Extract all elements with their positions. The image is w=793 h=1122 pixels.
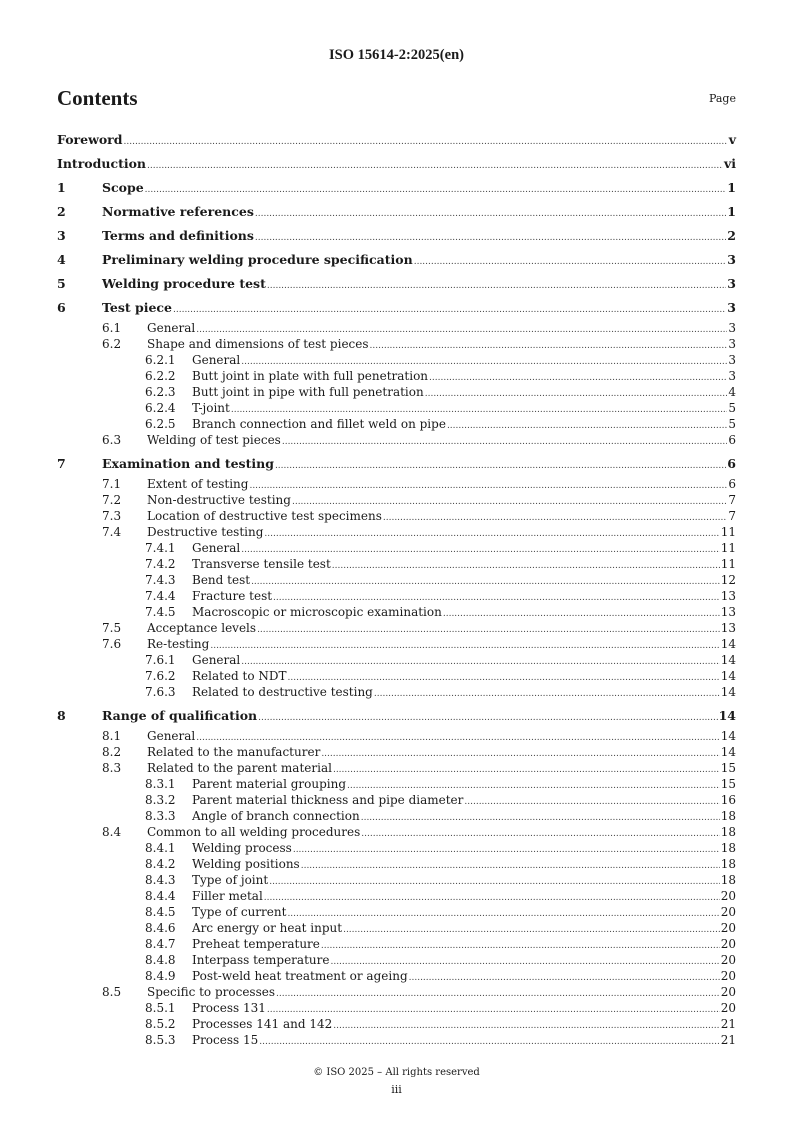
toc-entry-title[interactable]: Acceptance levels [147,621,257,635]
toc-entry[interactable] [57,508,736,524]
toc-entry-title[interactable]: Related to the manufacturer [147,745,321,759]
dot-leader [269,874,720,890]
toc-entry[interactable] [57,760,736,776]
toc-entry-number: 7.4.5 [145,605,176,619]
toc-entry-page[interactable]: 7 [728,509,736,523]
toc-entry-title[interactable]: Destructive testing [147,525,264,539]
dot-leader [370,338,728,354]
toc-entry[interactable] [57,604,736,620]
toc-entry-page[interactable]: 11 [720,525,736,539]
toc-entry-number: 6.2.3 [145,385,176,399]
toc-entry-page[interactable]: 14 [720,745,736,759]
toc-entry-page[interactable]: 14 [720,685,736,699]
dot-leader [429,370,727,386]
toc-entry[interactable] [57,968,736,984]
toc-entry-number: 8 [57,708,66,723]
toc-entry-title[interactable]: Location of destructive test specimens [147,509,382,523]
toc-entry-number: 7 [57,456,66,471]
toc-entry-page[interactable]: 2 [727,228,736,243]
toc-entry-number: 8.1 [102,729,122,743]
toc-entry-title[interactable]: Terms and definitions [102,228,254,243]
toc-entry-page[interactable]: 20 [720,889,736,903]
toc-entry-title[interactable]: Shape and dimensions of test pieces [147,337,369,351]
toc-entry-title[interactable]: Preliminary welding procedure specification [102,252,413,267]
toc-entry-page[interactable]: 7 [728,493,736,507]
dot-leader [332,558,720,574]
toc-entry-number: 8.4.3 [145,873,176,887]
dot-leader [282,434,728,450]
toc-entry-title[interactable]: General [147,321,196,335]
dot-leader [267,1002,720,1018]
toc-entry[interactable] [57,936,736,952]
toc-entry-number: 8.4.9 [145,969,176,983]
dot-leader [145,178,727,202]
dot-leader [147,154,723,178]
toc-entry[interactable] [57,888,736,904]
toc-entry-title[interactable]: Introduction [57,156,147,171]
dot-leader [409,970,720,986]
toc-entry-page[interactable]: 3 [727,252,736,267]
toc-entry-title[interactable]: Welding positions [192,857,300,871]
toc-entry-title[interactable]: Foreword [57,132,123,147]
dot-leader [276,986,720,1002]
toc-entry-title[interactable]: Welding process [192,841,292,855]
toc-entry-title[interactable]: Angle of branch connection [192,809,360,823]
toc-entry-number: 8.5.3 [145,1033,176,1047]
toc-entry-page[interactable]: 20 [720,1001,736,1015]
toc-entry[interactable] [57,272,736,296]
toc-entry-title[interactable]: Type of joint [192,873,269,887]
dot-leader [361,826,719,842]
toc-entry-number: 8.4.1 [145,841,176,855]
toc-entry-page[interactable]: 20 [720,985,736,999]
toc-entry-number: 8.4.6 [145,921,176,935]
toc-entry[interactable] [57,248,736,272]
toc-entry-title[interactable]: Test piece [102,300,172,315]
toc-entry-page[interactable]: 13 [720,621,736,635]
toc-entry-number: 7.6.1 [145,653,176,667]
toc-entry[interactable] [57,200,736,224]
toc-entry-number: 7.3 [102,509,122,523]
toc-entry-number: 8.4.8 [145,953,176,967]
toc-entry-title[interactable]: Related to NDT [192,669,287,683]
dot-leader [374,686,720,702]
toc-entry-number: 7.6.2 [145,669,176,683]
dot-leader [333,762,720,778]
toc-entry-number: 8.3 [102,761,122,775]
toc-entry-number: 7.1 [102,477,122,491]
toc-entry-number: 6.2.4 [145,401,176,415]
toc-entry[interactable] [57,872,736,888]
toc-entry[interactable] [57,176,736,200]
toc-entry-page[interactable]: 3 [728,337,736,351]
toc-entry[interactable] [57,920,736,936]
dot-leader [443,606,720,622]
toc-entry-page[interactable]: 5 [728,401,736,415]
toc-entry-title[interactable]: General [147,729,196,743]
toc-entry-page[interactable]: 18 [720,873,736,887]
toc-entry[interactable] [57,840,736,856]
toc-entry-title[interactable]: Filler metal [192,889,263,903]
toc-entry-title[interactable]: Range of qualification [102,708,258,723]
toc-entry-title[interactable]: General [192,353,241,367]
toc-entry-page[interactable]: 18 [720,857,736,871]
toc-entry-number: 7.6 [102,637,122,651]
toc-entry-number: 8.2 [102,745,122,759]
toc-entry-page[interactable]: 6 [728,477,736,491]
dot-leader [447,418,727,434]
toc-entry-number: 8.4.5 [145,905,176,919]
toc-entry-page[interactable]: 15 [720,761,736,775]
toc-entry-number: 8.4 [102,825,122,839]
toc-entry[interactable] [57,1000,736,1016]
toc-entry-title[interactable]: Preheat temperature [192,937,320,951]
toc-entry[interactable] [57,224,736,248]
dot-leader [255,202,726,226]
toc-entry-page[interactable]: 18 [720,809,736,823]
toc-entry-page[interactable]: 11 [720,541,736,555]
toc-entry-number: 8.4.4 [145,889,176,903]
toc-entry-number: 8.5.1 [145,1001,176,1015]
dot-leader [464,794,719,810]
toc-entry-title[interactable]: Butt joint in plate with full penetration [192,369,429,383]
toc-entry-number: 7.4.3 [145,573,176,587]
toc-entry-title[interactable]: Specific to processes [147,985,276,999]
dot-leader [287,906,719,922]
dot-leader [264,526,719,542]
toc-entry-title[interactable]: Parent material grouping [192,777,347,791]
toc-entry-number: 6.3 [102,433,122,447]
toc-entry-title[interactable]: General [192,541,241,555]
toc-entry-page[interactable]: 18 [720,841,736,855]
dot-leader [425,386,728,402]
toc-entry-number: 8.3.1 [145,777,176,791]
toc-entry[interactable] [57,556,736,572]
toc-entry-title[interactable]: Butt joint in pipe with full penetration [192,385,424,399]
toc-entry[interactable] [57,684,736,700]
toc-entry-number: 3 [57,228,66,243]
toc-entry[interactable] [57,620,736,636]
toc-entry[interactable] [57,492,736,508]
toc-entry-title[interactable]: Process 131 [192,1001,266,1015]
toc-entry[interactable] [57,856,736,872]
toc-entry-page[interactable]: 5 [728,417,736,431]
toc-entry-title[interactable]: Type of current [192,905,287,919]
toc-entry-number: 6.2 [102,337,122,351]
dot-leader [241,654,719,670]
dot-leader [257,622,720,638]
toc-entry[interactable] [57,540,736,556]
toc-entry[interactable] [57,776,736,792]
toc-entry-page[interactable]: 14 [720,637,736,651]
toc-entry-title[interactable]: Normative references [102,204,254,219]
toc-entry-page[interactable]: 11 [720,557,736,571]
toc-entry-title[interactable]: General [192,653,241,667]
toc-entry-page[interactable]: 6 [728,433,736,447]
toc-entry[interactable] [57,728,736,744]
toc-entry-title[interactable]: Parent material thickness and pipe diameter [192,793,464,807]
toc-entry-page[interactable]: 3 [727,300,736,315]
toc-entry-number: 6.1 [102,321,122,335]
toc-entry-page[interactable]: 14 [720,653,736,667]
toc-entry[interactable] [57,352,736,368]
toc-entry-title[interactable]: Branch connection and fillet weld on pipe [192,417,446,431]
toc-entry-number: 7.2 [102,493,122,507]
toc-entry-title[interactable]: Related to the parent material [147,761,332,775]
toc-entry-number: 6.2.5 [145,417,176,431]
dot-leader [361,810,720,826]
toc-entry-title[interactable]: Bend test [192,573,251,587]
toc-entry-number: 8.4.2 [145,857,176,871]
toc-entry-title[interactable]: Scope [102,180,144,195]
toc-entry-page[interactable]: 20 [720,969,736,983]
copyright-notice: © ISO 2025 – All rights reserved [313,1067,480,1078]
toc-entry[interactable] [57,588,736,604]
toc-entry-number: 6.2.1 [145,353,176,367]
toc-entry-number: 6.2.2 [145,369,176,383]
dot-leader [301,858,720,874]
page-title: Contents [57,86,138,110]
toc-entry[interactable] [57,416,736,432]
toc-entry-page[interactable]: 3 [728,369,736,383]
toc-entry[interactable] [57,704,736,728]
toc-entry[interactable] [57,904,736,920]
toc-entry-title[interactable]: T-joint [192,401,230,415]
toc-entry-title[interactable]: Fracture test [192,589,273,603]
toc-entry-title[interactable]: Non-destructive testing [147,493,291,507]
dot-leader [259,1034,719,1050]
toc-entry[interactable] [57,296,736,320]
dot-leader [173,298,726,322]
toc-entry-number: 4 [57,252,66,267]
page-column-label: Page [708,92,736,105]
dot-leader [264,890,720,906]
toc-entry[interactable] [57,400,736,416]
toc-entry-page[interactable]: 18 [720,825,736,839]
toc-entry-page[interactable]: 1 [727,204,736,219]
toc-entry-number: 7.4 [102,525,122,539]
dot-leader [258,706,717,730]
dot-leader [321,746,719,762]
toc-entry[interactable] [57,572,736,588]
dot-leader [414,250,727,274]
toc-entry-page[interactable]: 13 [720,589,736,603]
toc-entry[interactable] [57,320,736,336]
toc-entry[interactable] [57,984,736,1000]
dot-leader [321,938,720,954]
toc-entry-number: 8.4.7 [145,937,176,951]
toc-entry-title[interactable]: Common to all welding procedures [147,825,361,839]
toc-entry-page[interactable]: 14 [718,708,736,723]
toc-entry-number: 7.4.1 [145,541,176,555]
dot-leader [293,842,720,858]
toc-entry-title[interactable]: Processes 141 and 142 [192,1017,333,1031]
toc-entry-page[interactable]: 21 [720,1033,736,1047]
toc-entry[interactable] [57,432,736,448]
toc-entry[interactable] [57,524,736,540]
toc-entry[interactable] [57,808,736,824]
toc-entry-page[interactable]: 3 [727,276,736,291]
toc-entry-number: 2 [57,204,66,219]
toc-entry[interactable] [57,824,736,840]
toc-entry-page[interactable]: 4 [728,385,736,399]
toc-entry-number: 5 [57,276,66,291]
dot-leader [251,574,720,590]
toc-entry[interactable] [57,792,736,808]
toc-entry-page[interactable]: 14 [720,729,736,743]
page-footer [0,1067,793,1096]
toc-entry-number: 7.6.3 [145,685,176,699]
toc-entry-title[interactable]: Related to destructive testing [192,685,373,699]
toc-entry-page[interactable]: 20 [720,937,736,951]
toc-entry-page[interactable]: 15 [720,777,736,791]
toc-entry-number: 8.3.2 [145,793,176,807]
toc-entry[interactable] [57,452,736,476]
toc-entry-page[interactable]: v [728,132,736,147]
toc-entry[interactable] [57,652,736,668]
toc-entry-page[interactable]: 6 [727,456,736,471]
toc-entry-page[interactable]: 20 [720,905,736,919]
toc-entry-page[interactable]: 20 [720,921,736,935]
dot-leader [124,130,728,154]
toc-entry-title[interactable]: Re-testing [147,637,210,651]
toc-entry[interactable] [57,128,736,152]
toc-entry[interactable] [57,1032,736,1048]
toc-entry-title[interactable]: Examination and testing [102,456,274,471]
toc-entry-title[interactable]: Welding of test pieces [147,433,281,447]
toc-entry-number: 6 [57,300,66,315]
toc-entry[interactable] [57,744,736,760]
toc-entry[interactable] [57,952,736,968]
toc-entry-page[interactable]: vi [723,156,736,171]
toc-entry-title[interactable]: Arc energy or heat input [192,921,343,935]
toc-entry-page[interactable]: 12 [720,573,736,587]
toc-entry[interactable] [57,476,736,492]
toc-entry-number: 7.5 [102,621,122,635]
toc-entry-title[interactable]: Interpass temperature [192,953,330,967]
toc-entry-page[interactable]: 1 [727,180,736,195]
dot-leader [210,638,719,654]
toc-entry-number: 8.3.3 [145,809,176,823]
toc-entry-page[interactable]: 21 [720,1017,736,1031]
toc-entry-number: 8.5.2 [145,1017,176,1031]
toc-entry-title[interactable]: Transverse tensile test [192,557,331,571]
dot-leader [343,922,720,938]
toc-entry[interactable] [57,636,736,652]
table-of-contents [57,128,736,1048]
toc-entry-page[interactable]: 14 [720,669,736,683]
dot-leader [255,226,726,250]
dot-leader [383,510,727,526]
dot-leader [249,478,727,494]
toc-entry-title[interactable]: Welding procedure test [102,276,266,291]
toc-entry[interactable] [57,668,736,684]
toc-entry-page[interactable]: 16 [720,793,736,807]
dot-leader [275,454,726,478]
toc-entry-title[interactable]: Extent of testing [147,477,249,491]
toc-entry-title[interactable]: Macroscopic or microscopic examination [192,605,442,619]
toc-entry-number: 8.5 [102,985,122,999]
toc-entry-page[interactable]: 3 [728,321,736,335]
toc-entry-page[interactable]: 3 [728,353,736,367]
dot-leader [333,1018,719,1034]
toc-entry-number: 1 [57,180,66,195]
toc-entry-title[interactable]: Post-weld heat treatment or ageing [192,969,408,983]
toc-entry[interactable] [57,152,736,176]
toc-entry-page[interactable]: 13 [720,605,736,619]
document-id-header: ISO 15614-2:2025(en) [329,47,464,63]
toc-entry[interactable] [57,384,736,400]
toc-entry-number: 7.4.4 [145,589,176,603]
toc-entry-title[interactable]: Process 15 [192,1033,259,1047]
page-number: iii [391,1083,402,1096]
toc-entry[interactable] [57,1016,736,1032]
toc-entry[interactable] [57,368,736,384]
toc-entry[interactable] [57,336,736,352]
dot-leader [267,274,726,298]
toc-entry-page[interactable]: 20 [720,953,736,967]
toc-entry-number: 7.4.2 [145,557,176,571]
